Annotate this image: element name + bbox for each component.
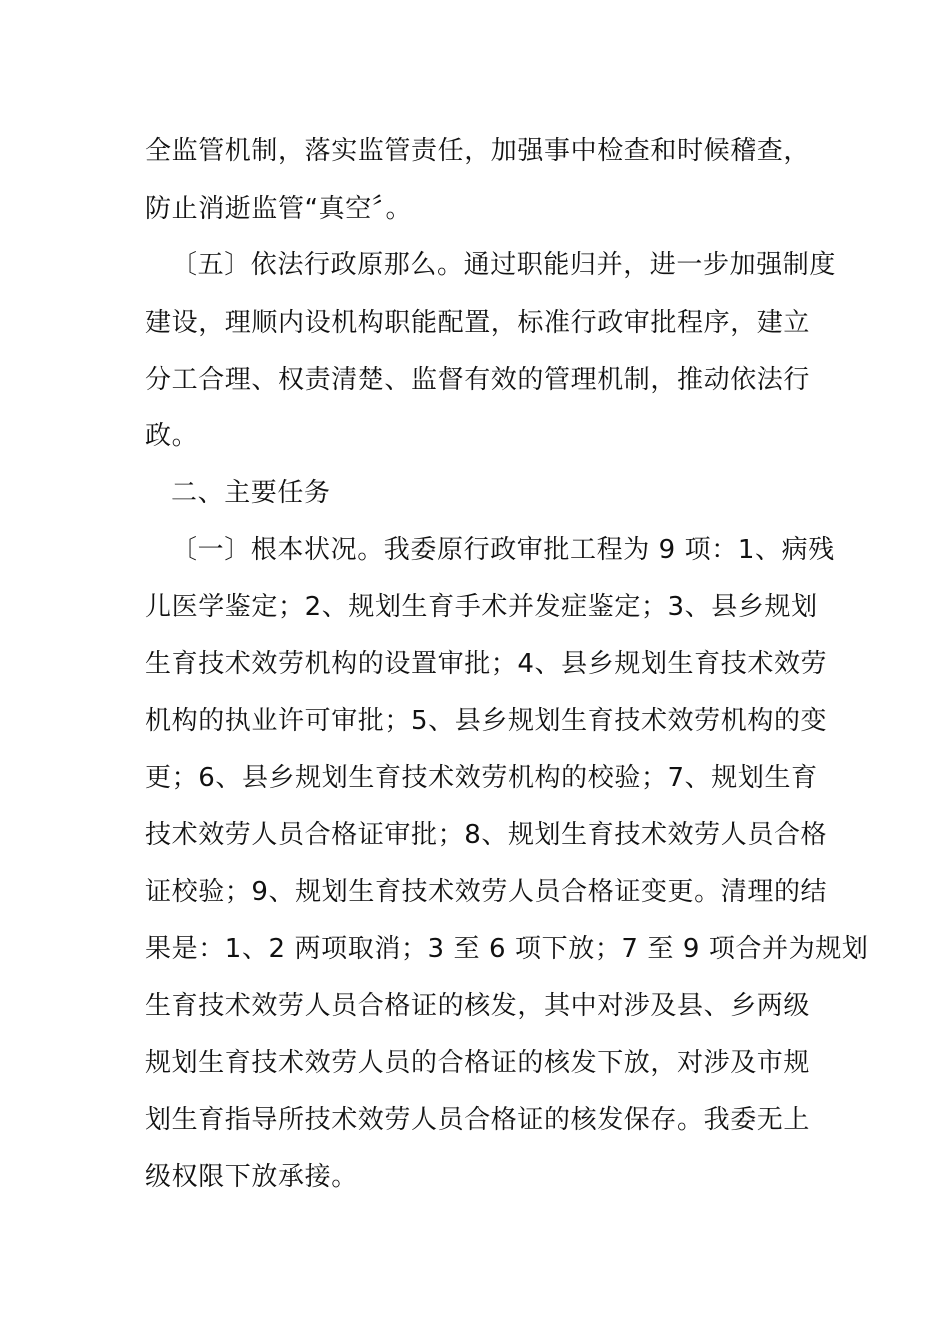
- body-text-line: 儿医学鉴定；2、规划生育手术并发症鉴定；3、县乡规划: [145, 592, 818, 622]
- body-text-line: 生育技术效劳人员合格证的核发，其中对涉及县、乡两级: [145, 991, 811, 1021]
- body-text-line: 全监管机制，落实监管责任，加强事中检查和时候稽查，: [145, 136, 811, 166]
- body-text-line: 政。: [145, 421, 199, 451]
- body-text-line: 防止消逝监管“真空〞。: [145, 194, 413, 224]
- subsection-one-heading-line: 〔一〕根本状况。我委原行政审批工程为 9 项：1、病残: [171, 535, 835, 565]
- body-text-line: 技术效劳人员合格证审批；8、规划生育技术效劳人员合格: [145, 820, 828, 850]
- body-text-line: 果是：1、2 两项取消；3 至 6 项下放；7 至 9 项合并为规划: [145, 934, 869, 964]
- body-text-line: 规划生育技术效劳人员的合格证的核发下放，对涉及市规: [145, 1048, 811, 1078]
- body-text-line: 级权限下放承接。: [145, 1162, 358, 1192]
- section-five-heading-line: 〔五〕依法行政原那么。通过职能归并，进一步加强制度: [171, 250, 837, 280]
- body-text-line: 划生育指导所技术效劳人员合格证的核发保存。我委无上: [145, 1105, 811, 1135]
- body-text-line: 机构的执业许可审批；5、县乡规划生育技术效劳机构的变: [145, 706, 828, 736]
- body-text-line: 建设，理顺内设机构职能配置，标准行政审批程序，建立: [145, 308, 811, 338]
- body-text-line: 证校验；9、规划生育技术效劳人员合格证变更。清理的结: [145, 877, 828, 907]
- body-text-line: 更；6、县乡规划生育技术效劳机构的校验；7、规划生育: [145, 763, 818, 793]
- body-text-line: 分工合理、权责清楚、监督有效的管理机制，推动依法行: [145, 365, 811, 395]
- section-heading-main-tasks: 二、主要任务: [171, 478, 331, 508]
- body-text-line: 生育技术效劳机构的设置审批；4、县乡规划生育技术效劳: [145, 649, 828, 679]
